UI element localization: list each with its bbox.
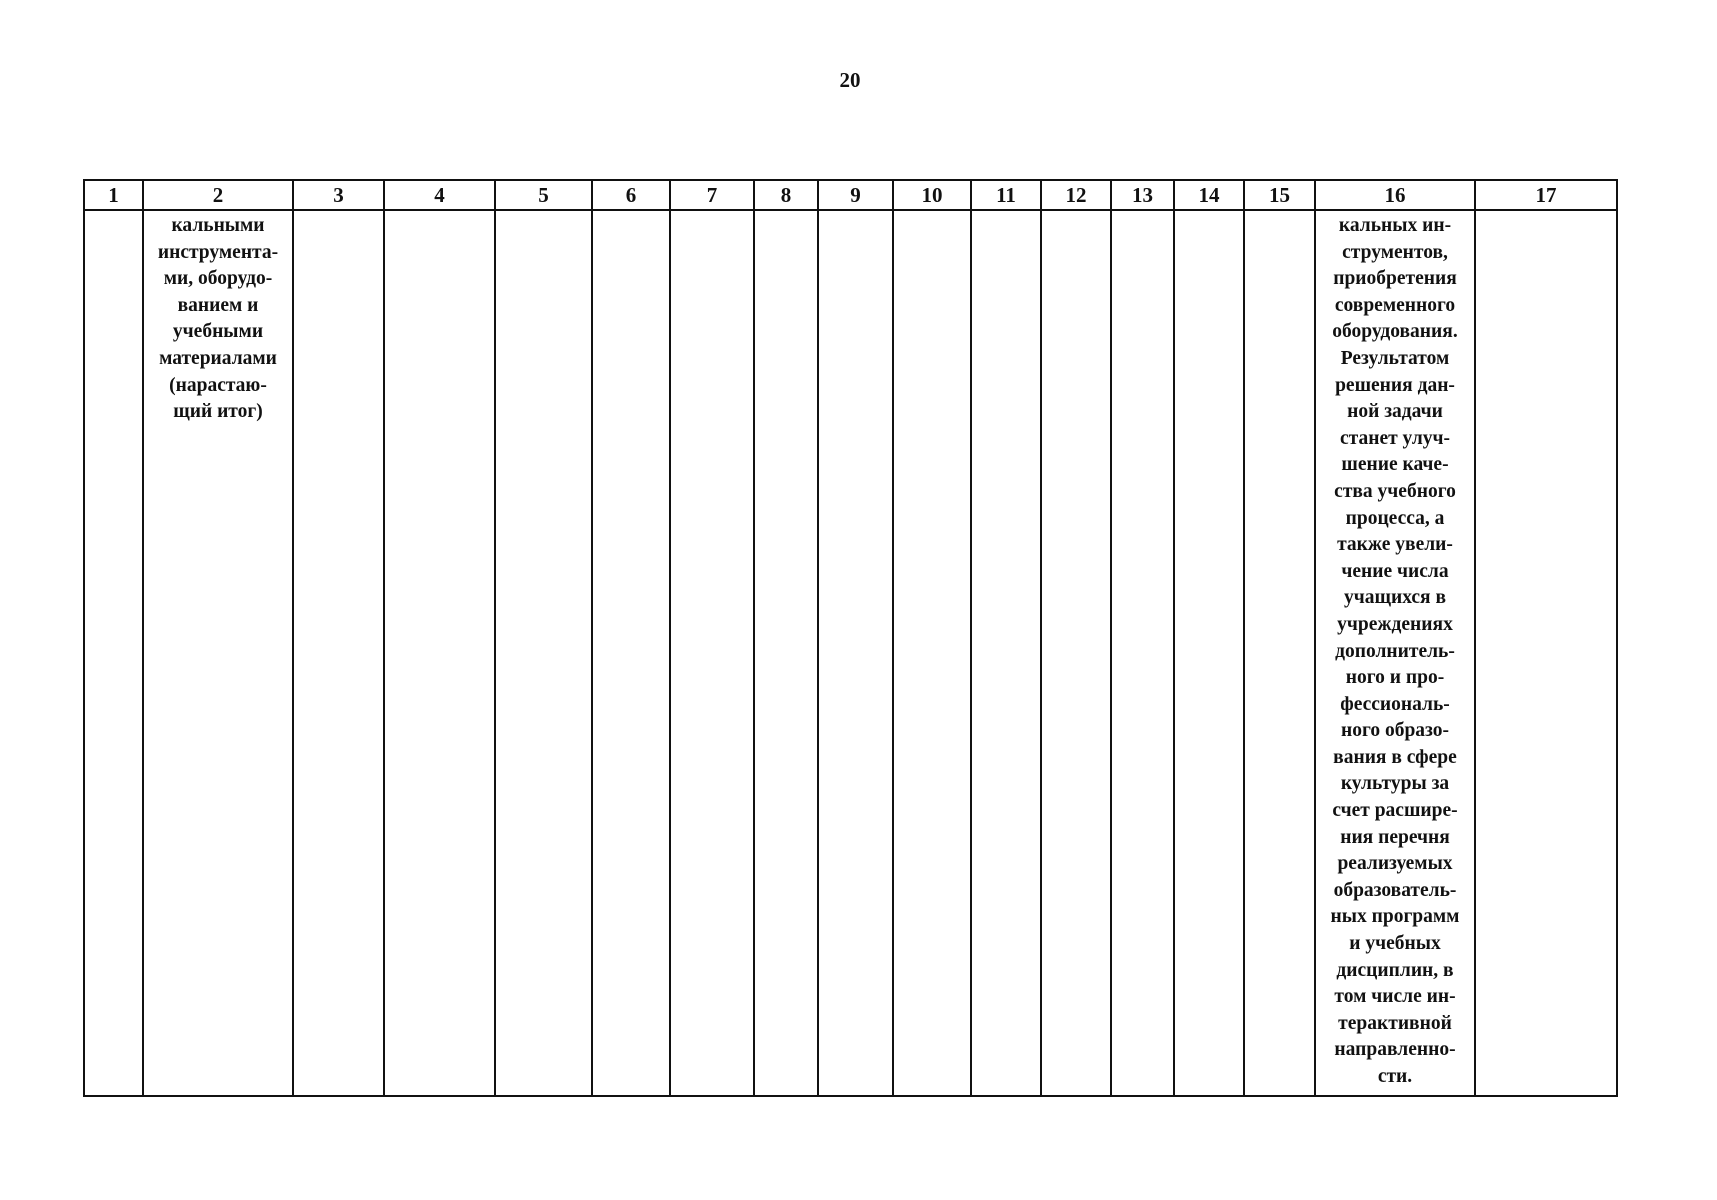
table-cell — [1041, 210, 1111, 1096]
column-number-row — [84, 180, 1617, 210]
text-line: ной задачи — [1347, 401, 1443, 423]
text-line: том числе ин- — [1334, 986, 1456, 1008]
text-line: вания в сфере — [1333, 746, 1457, 768]
column-header: 15 — [1244, 180, 1315, 210]
column-header: 2 — [143, 180, 293, 210]
table-cell — [818, 210, 893, 1096]
table-cell — [971, 210, 1041, 1096]
table-cell — [384, 210, 495, 1096]
table-cell — [1174, 210, 1244, 1096]
page-number: 20 — [839, 68, 861, 92]
text-line: струментов, — [1342, 241, 1448, 263]
text-line: также увели- — [1337, 534, 1453, 556]
column-header: 14 — [1174, 180, 1244, 210]
text-line: учащихся в — [1344, 587, 1446, 609]
text-line: учреждениях — [1337, 613, 1453, 635]
column-header: 6 — [592, 180, 670, 210]
column-header: 1 — [84, 180, 143, 210]
text-line: дисциплин, в — [1336, 959, 1454, 981]
text-line: учебными — [172, 321, 264, 343]
table-cell — [670, 210, 754, 1096]
text-line: ных программ — [1330, 906, 1460, 928]
column-header: 17 — [1475, 180, 1617, 210]
text-line: ми, оборудо- — [163, 268, 273, 290]
table-cell — [1111, 210, 1174, 1096]
column-header: 7 — [670, 180, 754, 210]
text-line: реализуемых — [1337, 853, 1453, 875]
column-header: 3 — [293, 180, 384, 210]
text-line: образователь- — [1333, 879, 1457, 901]
text-line: ного образо- — [1340, 720, 1450, 742]
table-cell — [592, 210, 670, 1096]
text-line: ства учебного — [1334, 480, 1456, 502]
table-cell — [1475, 210, 1617, 1096]
text-line: и учебных — [1349, 933, 1441, 955]
text-line: ния перечня — [1340, 826, 1450, 848]
column-header: 9 — [818, 180, 893, 210]
text-line: счет расшире- — [1332, 800, 1458, 822]
text-line: фессиональ- — [1340, 693, 1450, 715]
text-line: процесса, а — [1345, 507, 1445, 529]
table-cell-col2 — [143, 210, 293, 1096]
table-cell — [1244, 210, 1315, 1096]
text-line: приобретения — [1333, 268, 1457, 290]
column-header: 5 — [495, 180, 592, 210]
table-cell — [84, 210, 143, 1096]
text-line: станет улуч- — [1339, 427, 1450, 449]
column-header: 10 — [893, 180, 971, 210]
data-table — [83, 179, 1618, 1097]
table-cell — [293, 210, 384, 1096]
column-header: 8 — [754, 180, 818, 210]
text-line: решения дан- — [1335, 374, 1455, 396]
text-line: ванием и — [177, 294, 259, 316]
text-line: шение каче- — [1341, 454, 1449, 476]
text-line: направленно- — [1334, 1039, 1456, 1061]
column-header: 12 — [1041, 180, 1111, 210]
text-line: современного — [1334, 294, 1456, 316]
table-row — [84, 210, 1617, 1096]
cell-text-col2 — [144, 211, 292, 426]
text-line: культуры за — [1340, 773, 1450, 795]
text-line: кальных ин- — [1338, 215, 1452, 236]
column-header: 11 — [971, 180, 1041, 210]
text-line: инструмента- — [157, 241, 279, 263]
text-line: чение числа — [1341, 560, 1449, 582]
text-line: материалами — [159, 347, 277, 369]
column-header: 4 — [384, 180, 495, 210]
text-line: Результатом — [1340, 347, 1450, 369]
text-line: щий итог) — [173, 401, 263, 423]
text-line: ного и про- — [1345, 667, 1445, 689]
table-cell — [495, 210, 592, 1096]
table-cell — [893, 210, 971, 1096]
text-line: (нарастаю- — [169, 374, 267, 396]
text-line: дополнитель- — [1335, 640, 1455, 662]
table-cell — [754, 210, 818, 1096]
table-cell-col16 — [1315, 210, 1475, 1096]
text-line: терактивной — [1338, 1012, 1452, 1034]
cell-text-col16 — [1316, 211, 1474, 1091]
text-line: сти. — [1377, 1066, 1413, 1087]
text-line: оборудования. — [1332, 321, 1458, 343]
column-header: 13 — [1111, 180, 1174, 210]
column-header: 16 — [1315, 180, 1475, 210]
text-line: кальными — [171, 215, 265, 236]
